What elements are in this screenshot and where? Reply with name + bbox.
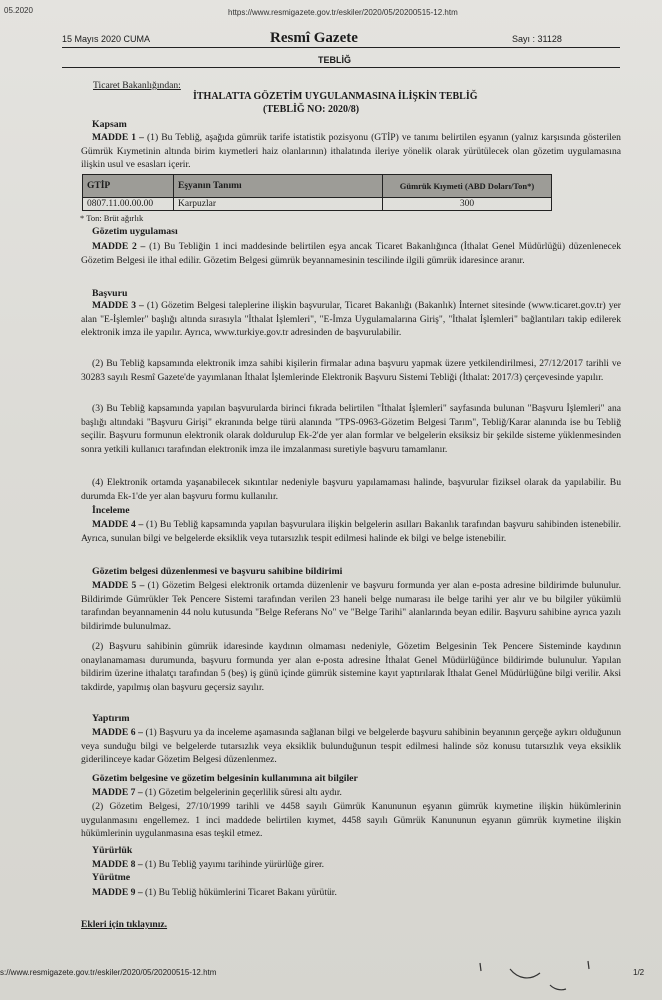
article-3-p1	[81, 299, 621, 340]
article-8-text: (1) Bu Tebliğ yayımı tarihinde yürürlüğe girer.	[142, 859, 325, 870]
table-header: GTİP	[83, 175, 174, 198]
table-row	[83, 198, 552, 211]
heading-yururluk: Yürürlük	[92, 845, 133, 856]
article-5-text: (1) Gözetim Belgesi elektronik ortamda düzenlenir ve başvuru formunda yer alan e-posta adresine bildirimde bulunulur. Bildirimde Gümrükler Tek Pencere Sistemi tarafından verilen 23 haneli belge numarası ile belge tarihi yer alır ve bu bilgiler yükümlü tarafından beyannamenin 44 nolu kutusunda "Belge Referans No" ve "Belge Tarihi" alanlarında beyan edilir. Başvuru sahibine ayrıca yazılı bildirimde bulunulmaz.	[81, 580, 621, 633]
article-3-label: MADDE 3 –	[92, 300, 144, 311]
article-4-text: (1) Bu Tebliğ kapsamında yapılan başvurulara ilişkin belgelerin asılları Bakanlık tarafından başvuru sahibinden istenebilir. Ayrıca, sunulan bilgi ve belgelerde eksiklik veya tutarsızlık tespit edilmesi halinde ek bilgi ve belge istenebilir.	[81, 519, 621, 544]
ministry-line: Ticaret Bakanlığından:	[93, 80, 181, 91]
article-7-p2: (2) Gözetim Belgesi, 27/10/1999 tarihli ve 4458 sayılı Gümrük Kanununun eşyanın gümrük kıymetine ilişkin hükümlerinin uygulanmasını engellemez. 1 inci maddede belirtilen kıymet, 4458 sayılı Gümrük Kanununun eşyanın gümrük kıymetine ilişkin hükümlerinin uygulanmasına esas teşkil etmez.	[81, 801, 621, 840]
article-2	[81, 240, 621, 267]
article-6-label: MADDE 6 –	[92, 727, 143, 738]
article-2-label: MADDE 2 –	[92, 241, 146, 252]
article-1	[81, 131, 621, 172]
footer-url: s://www.resmigazete.gov.tr/eskiler/2020/05/20200515-12.htm	[0, 968, 217, 977]
heading-kullanim: Gözetim belgesine ve gözetim belgesinin kullanımına ait bilgiler	[92, 773, 358, 784]
gazette-title: Resmî Gazete	[270, 30, 358, 46]
article-5-p1	[81, 579, 621, 634]
table-header: Gümrük Kıymeti (ABD Doları/Ton*)	[383, 175, 552, 198]
page-number: 1/2	[633, 968, 645, 977]
handwritten-mark	[470, 955, 610, 995]
print-url: https://www.resmigazete.gov.tr/eskiler/2020/05/20200515-12.htm	[228, 8, 458, 17]
section-rule	[62, 67, 620, 68]
article-6-text: (1) Başvuru ya da inceleme aşamasında sağlanan bilgi ve belgelerde başvuru sahibinin beyanının gerçeğe aykırı olduğunun veya sunduğu bilgi ve belgelerde tutarsızlık veya eksiklik bulunduğunun tespit edilmesi halinde söz konusu tutarsızlık veya eksiklik giderilinceye kadar Gözetim Belgesi düzenlenmez.	[81, 727, 621, 766]
article-1-label: MADDE 1 –	[92, 132, 144, 143]
article-3-text: (1) Gözetim Belgesi taleplerine ilişkin başvurular, Ticaret Bakanlığı (Bakanlık) İnternet sitesinde (www.ticaret.gov.tr) yer alan "E-İşlemler" başlığı altında sırasıyla "İthalat İşlemleri", "E-İmza Uygulamalarına Giriş", "İthalat İşlemleri" bağlantıları takip edilerek elektronik imza ile yapılır. Ayrıca, www.turkiye.gov.tr adresinden de başvurulabilir.	[81, 300, 621, 339]
article-5-label: MADDE 5 –	[92, 580, 145, 591]
article-9-label: MADDE 9 –	[92, 887, 143, 898]
table-header-row	[83, 175, 552, 198]
gazette-date: 15 Mayıs 2020 CUMA	[62, 34, 151, 44]
article-9	[81, 886, 621, 900]
table-cell: 300	[383, 198, 552, 211]
heading-gozetim-uygulamasi: Gözetim uygulaması	[92, 226, 178, 237]
table-note: * Ton: Brüt ağırlık	[80, 213, 144, 223]
heading-yurutme: Yürütme	[92, 872, 131, 883]
article-7-label: MADDE 7 –	[92, 787, 143, 798]
heading-duzenlenme: Gözetim belgesi düzenlenmesi ve başvuru sahibine bildirimi	[92, 566, 343, 577]
print-date: 05.2020	[4, 6, 33, 15]
table-cell: 0807.11.00.00.00	[83, 198, 174, 211]
heading-basvuru: Başvuru	[92, 288, 128, 299]
article-3-p2: (2) Bu Tebliğ kapsamında elektronik imza sahibi kişilerin firmalar adına başvuru yapmak üzere yetkilendirilmesi, 27/12/2017 tarihli ve 30283 sayılı Resmî Gazete'de yayımlanan İthalat İşlemlerinde Elektronik Başvuru Sistemi Tebliği (İthalat: 2017/3) çerçevesinde yapılır.	[81, 358, 621, 383]
heading-yaptirim: Yaptırım	[92, 713, 130, 724]
article-7-text: (1) Gözetim belgelerinin geçerlilik süresi altı aydır.	[142, 787, 342, 798]
table-cell: Karpuzlar	[174, 198, 383, 211]
gazette-issue: Sayı : 31128	[512, 34, 562, 44]
gtip-table	[82, 174, 552, 211]
header-rule	[62, 47, 620, 48]
annex-link[interactable]: Ekleri için tıklayınız.	[81, 919, 168, 930]
document-title: İTHALATTA GÖZETİM UYGULANMASINA İLİŞKİN TEBLİĞ	[193, 91, 478, 102]
article-6	[81, 726, 621, 767]
article-8-label: MADDE 8 –	[92, 859, 143, 870]
article-7-p1	[81, 786, 621, 800]
table-header: Eşyanın Tanımı	[174, 175, 383, 198]
article-1-text: (1) Bu Tebliğ, aşağıda gümrük tarife istatistik pozisyonu (GTİP) ve tanımı belirtilen eşyanın (yalnız karşısında gösterilen Gümrük Kıymetinin altında birim kıymetleri haiz olanlarının) ithalatında ileriye yönelik olarak yürütülecek olan gözetim uygulamasına ilişkin usul ve esasları içerir.	[81, 132, 621, 171]
article-9-text: (1) Bu Tebliğ hükümlerini Ticaret Bakanı yürütür.	[142, 887, 337, 898]
heading-kapsam: Kapsam	[92, 119, 127, 130]
article-5-p2: (2) Başvuru sahibinin gümrük idaresinde kaydının olmaması nedeniyle, Gözetim Belgesinin Tek Pencere Sisteminde kaydının onaylanamaması durumunda, başvuru formunda yer alan e-posta adresine İthalat Genel Müdürlüğünce bildirimde bulunulur. Yapılan bildirim üzerine ithalatçı tarafından 5 (beş) iş günü içinde gümrük sistemine kayıt yaptırılarak İthalat Genel Müdürlüğüne bilgi verilir. Aksi takdirde, yapılmış olan başvuru geçersiz sayılır.	[81, 641, 621, 694]
article-3-p4: (4) Elektronik ortamda yaşanabilecek sıkıntılar nedeniyle başvuru yapılamaması halinde, başvurular fiziksel olarak da yapılabilir. Bu durumda Ek-1'de yer alan başvuru formu kullanılır.	[81, 477, 621, 502]
section-label: TEBLİĞ	[318, 55, 351, 65]
article-2-text: (1) Bu Tebliğin 1 inci maddesinde belirtilen eşya ancak Ticaret Bakanlığınca (İthalat Genel Müdürlüğü) düzenlenecek Gözetim Belgesi ile ithal edilir. Gözetim Belgesi gümrük beyannamesinin tescilinde ilgili gümrük idaresince aranır.	[81, 241, 621, 266]
article-4-label: MADDE 4 –	[92, 519, 144, 530]
article-8	[81, 858, 621, 872]
heading-inceleme: İnceleme	[92, 505, 130, 516]
document-number: (TEBLİĞ NO: 2020/8)	[263, 104, 360, 115]
article-4	[81, 518, 621, 545]
article-3-p3: (3) Bu Tebliğ kapsamında yapılan başvurularda birinci fıkrada belirtilen "İthalat İşlemleri" sayfasında bulunan "Başvuru İşlemleri" ana başlığı altındaki "Başvuru Girişi" ekranında belge türü alanında "TPS-0963-Gözetim Belgesi Tarım", Tebliğ/Karar alanında ise bu Tebliğ seçilir. Başvuru formunun elektronik olarak doldurulup Ek-2'de yer alan formlar ve belgelerin eksiksiz bir şekilde sisteme yüklenmesinden sonra yetkili kullanıcı tarafından elektronik imza ile imzalanması suretiyle başvuru tamamlanır.	[81, 403, 621, 456]
